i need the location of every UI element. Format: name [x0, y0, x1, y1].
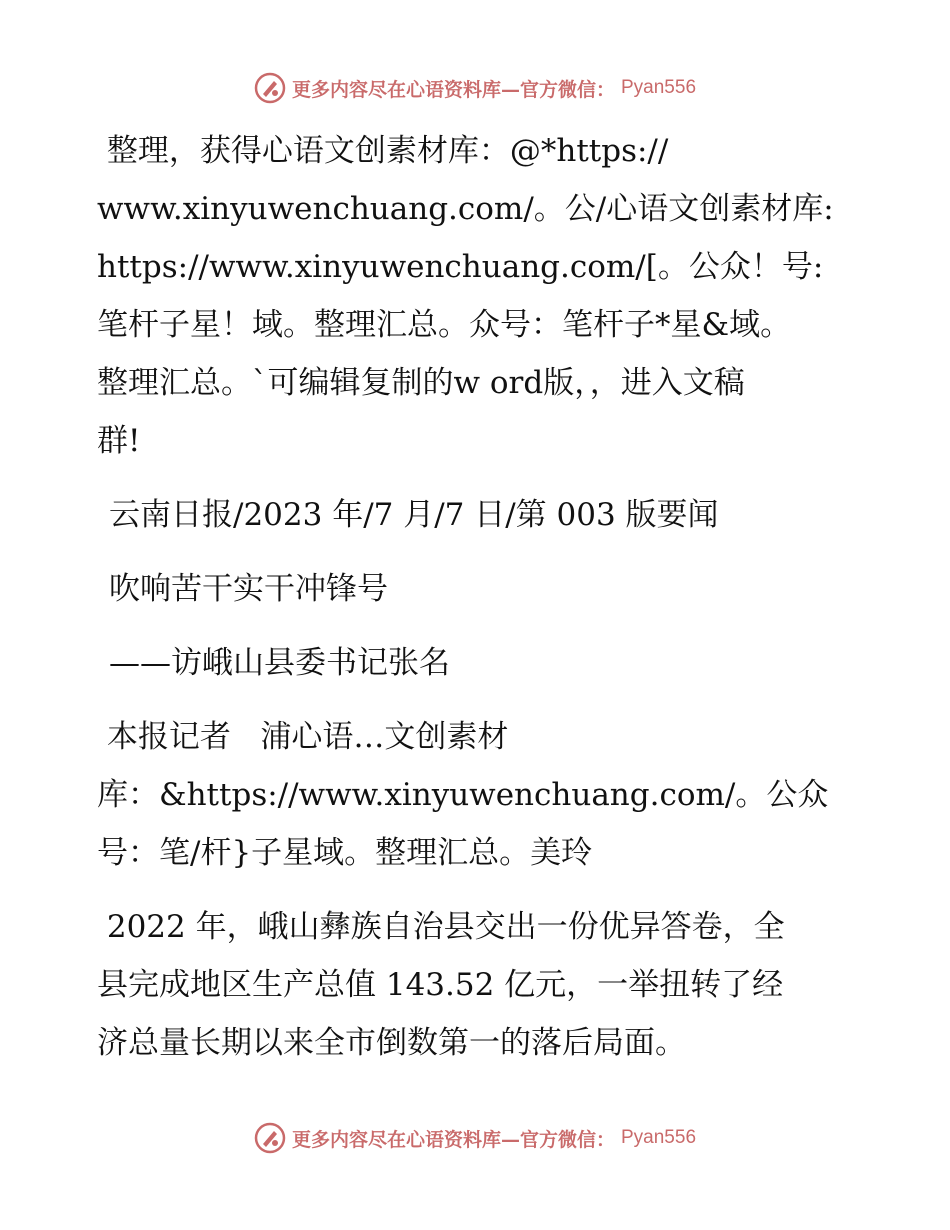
- footer-banner: [0, 1122, 950, 1154]
- intro-line: 笔杆子星！域。整理汇总。众号：笔杆子*星&域。: [97, 307, 792, 343]
- headline: 吹响苦干实干冲锋号: [109, 571, 388, 607]
- intro-line: 整理汇总。`可编辑复制的w ord版，，进入文稿: [97, 365, 745, 401]
- body-line: 济总量长期以来全市倒数第一的落后局面。: [97, 1025, 686, 1061]
- document-body: [97, 122, 857, 1072]
- intro-line: 群!: [97, 423, 141, 459]
- intro-line: www.xinyuwenchuang.com/。公/心语文创素材库:: [97, 191, 834, 227]
- byline-line: 号：笔/杆}子星域。整理汇总。美玲: [97, 835, 593, 871]
- logo-icon: [254, 1122, 286, 1154]
- byline-line: 本报记者 浦心语…文创素材: [97, 719, 509, 755]
- footer-banner-handle: Pyan556: [621, 1127, 697, 1148]
- logo-icon: [254, 72, 286, 104]
- body-line: 2022 年，峨山彝族自治县交出一份优异答卷，全: [97, 909, 785, 945]
- intro-line: https://www.xinyuwenchuang.com/[。公众！号:: [97, 249, 824, 285]
- header-banner: [0, 72, 950, 104]
- header-banner-text: 更多内容尽在心语资料库—官方微信：: [291, 78, 615, 101]
- footer-banner-text: 更多内容尽在心语资料库—官方微信：: [291, 1128, 615, 1151]
- subheadline: ——访峨山县委书记张名: [109, 645, 450, 681]
- body-paragraph: [97, 898, 857, 1072]
- byline-line: 库：&https://www.xinyuwenchuang.com/。公众: [97, 777, 829, 813]
- body-line: 县完成地区生产总值 143.52 亿元，一举扭转了经: [97, 967, 784, 1003]
- intro-line: 整理，获得心语文创素材库：@*https://: [97, 133, 669, 169]
- source-line: 云南日报/2023 年/7 月/7 日/第 003 版要闻: [109, 497, 719, 533]
- header-banner-handle: Pyan556: [621, 77, 697, 98]
- intro-paragraph: [97, 122, 857, 470]
- byline-paragraph: [97, 708, 857, 882]
